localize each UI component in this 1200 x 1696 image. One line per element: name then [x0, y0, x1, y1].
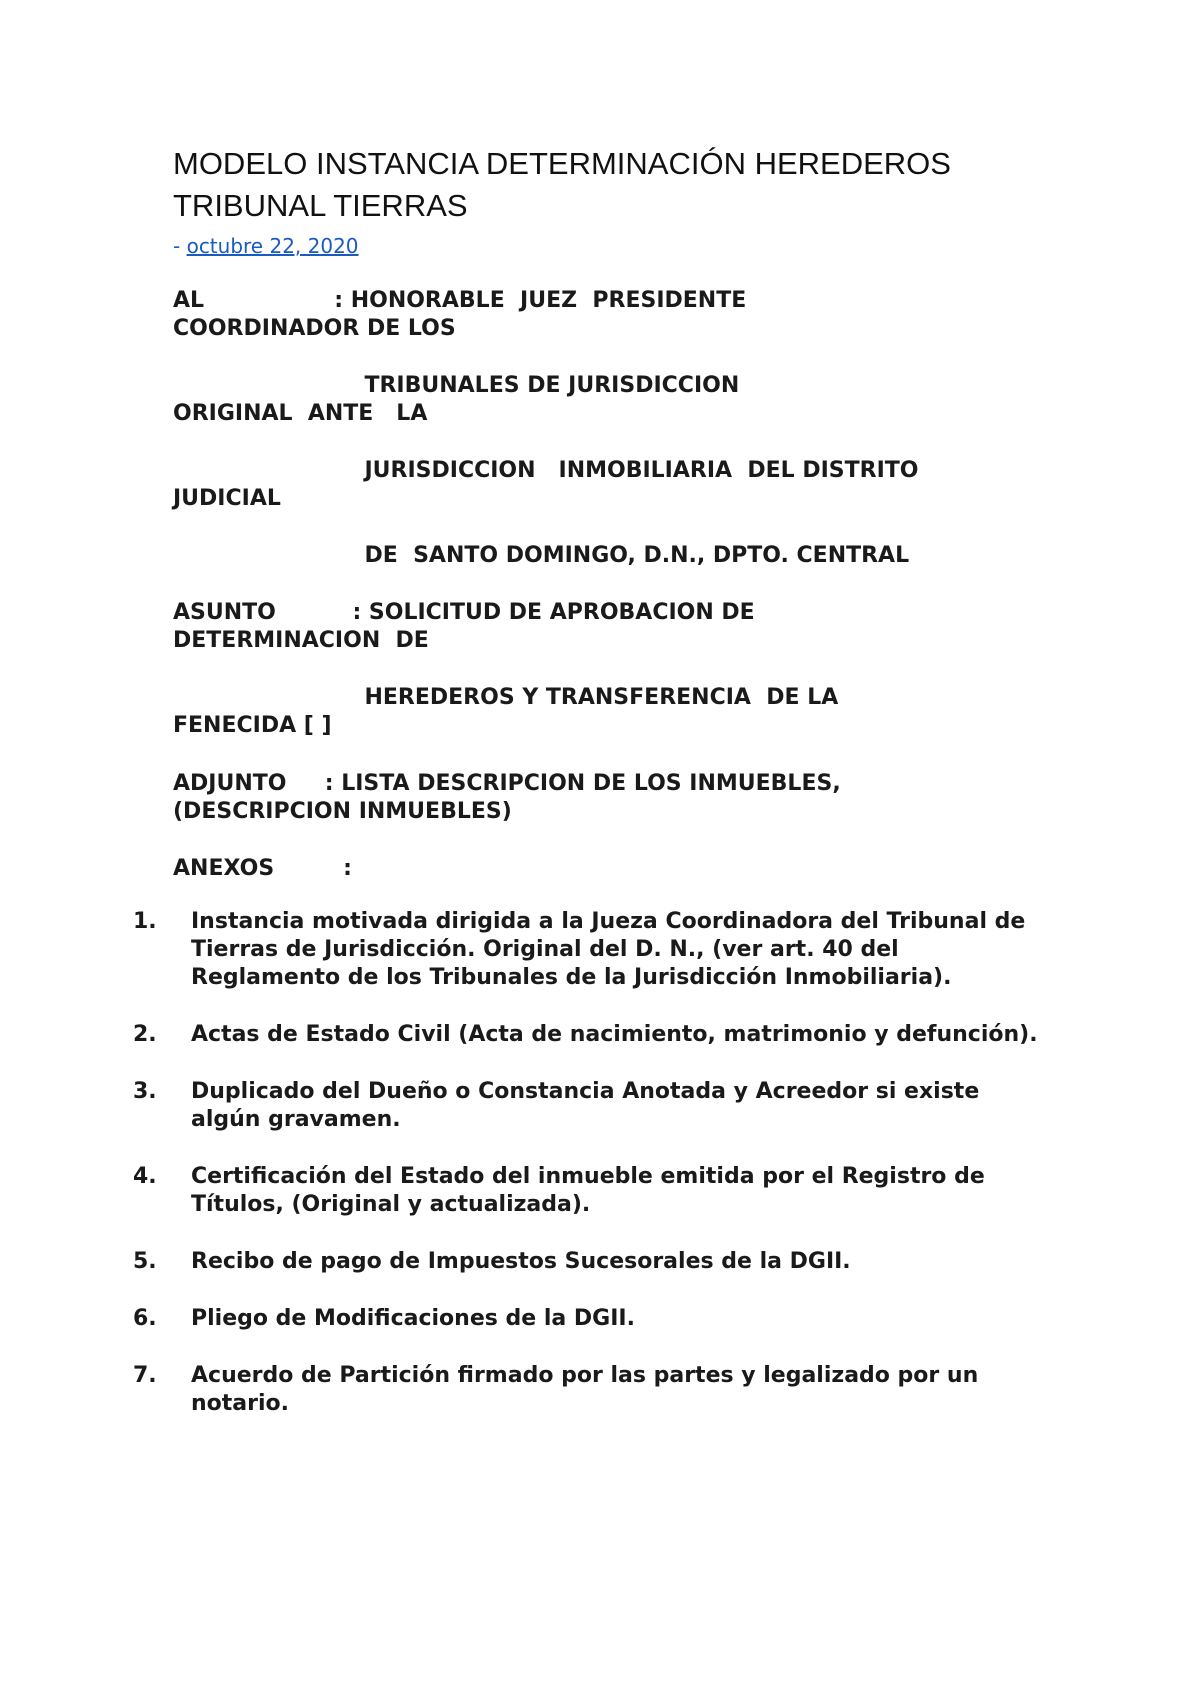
- annex-number: 3.: [133, 1079, 157, 1104]
- annex-number: 2.: [133, 1022, 157, 1047]
- annex-text: Actas de Estado Civil (Acta de nacimiento, matrimonio y defunción).: [191, 1022, 1038, 1047]
- header-line-tribunales: TRIBUNALES DE JURISDICCION: [173, 373, 740, 398]
- annex-item-5: [133, 1248, 1053, 1276]
- annex-number: 6.: [133, 1306, 157, 1331]
- annex-text: Acuerdo de Partición firmado por las partes y legalizado por un notario.: [191, 1363, 979, 1416]
- annex-text: Certificación del Estado del inmueble emitida por el Registro de Títulos, (Original y actualizada).: [191, 1164, 985, 1217]
- header-line-adjunto: ADJUNTO : LISTA DESCRIPCION DE LOS INMUEBLES,: [173, 771, 841, 796]
- annex-number: 4.: [133, 1164, 157, 1189]
- annex-text: Pliego de Modificaciones de la DGII.: [191, 1306, 635, 1331]
- annex-text: Instancia motivada dirigida a la Jueza Coordinadora del Tribunal de Tierras de Jurisdicción. Original del D. N., (ver art. 40 del Reglamento de los Tribunales de la Jurisdicción Inmobiliaria).: [191, 909, 1026, 990]
- annex-number: 7.: [133, 1363, 157, 1388]
- annex-number: 1.: [133, 909, 157, 934]
- annex-item-6: [133, 1305, 1053, 1333]
- title-line-2: TRIBUNAL TIERRAS: [173, 188, 468, 223]
- date-link[interactable]: octubre 22, 2020: [186, 234, 359, 258]
- annex-text: Recibo de pago de Impuestos Sucesorales de la DGII.: [191, 1249, 851, 1274]
- annex-item-1: [133, 908, 1053, 992]
- header-line-herederos: HEREDEROS Y TRANSFERENCIA DE LA: [173, 685, 839, 710]
- post-date: [173, 232, 359, 260]
- header-line-determinacion: DETERMINACION DE: [173, 628, 429, 653]
- document-title: [173, 143, 1073, 227]
- header-line-al: AL : HONORABLE JUEZ PRESIDENTE: [173, 288, 747, 313]
- annex-text: Duplicado del Dueño o Constancia Anotada y Acreedor si existe algún gravamen.: [191, 1079, 980, 1132]
- header-line-judicial: JUDICIAL: [173, 486, 281, 511]
- header-line-santo-domingo: DE SANTO DOMINGO, D.N., DPTO. CENTRAL: [173, 543, 910, 568]
- header-line-jurisdiccion: JURISDICCION INMOBILIARIA DEL DISTRITO: [173, 458, 919, 483]
- annex-item-7: [133, 1362, 1053, 1418]
- annex-item-4: [133, 1163, 1053, 1219]
- date-prefix: -: [173, 234, 187, 258]
- header-line-descripcion: (DESCRIPCION INMUEBLES): [173, 799, 512, 824]
- annex-number: 5.: [133, 1249, 157, 1274]
- annex-item-2: [133, 1021, 1053, 1049]
- title-line-1: MODELO INSTANCIA DETERMINACIÓN HEREDEROS: [173, 146, 951, 181]
- header-line-fenecida: FENECIDA [ ]: [173, 713, 332, 738]
- annex-item-3: [133, 1078, 1053, 1134]
- header-line-anexos: ANEXOS :: [173, 856, 352, 881]
- annex-list: [133, 908, 1053, 1447]
- header-line-al-cont: COORDINADOR DE LOS: [173, 316, 456, 341]
- header-line-original: ORIGINAL ANTE LA: [173, 401, 428, 426]
- header-line-asunto: ASUNTO : SOLICITUD DE APROBACION DE: [173, 600, 755, 625]
